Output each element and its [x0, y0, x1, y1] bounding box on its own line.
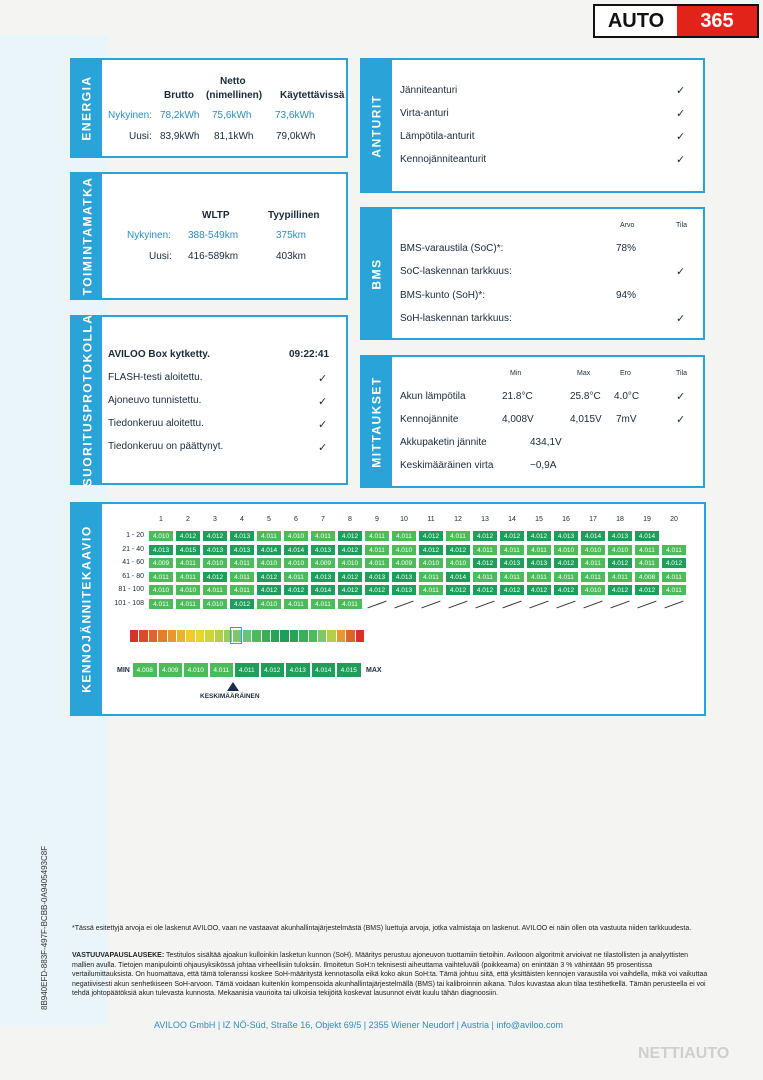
cell-voltage: 4.011 — [445, 530, 471, 542]
cell-voltage: 4.012 — [607, 557, 633, 569]
average-label: KESKIMÄÄRÄINEN — [200, 693, 260, 700]
row-label: 61 - 80 — [122, 572, 144, 580]
cell-voltage: 4.009 — [148, 557, 174, 569]
cell-voltage: 4.012 — [337, 544, 363, 556]
gradient-segment — [252, 630, 261, 642]
cell-voltage: 4.010 — [391, 544, 417, 556]
cell-voltage: 4.009 — [391, 557, 417, 569]
mitt-min: 21.8°C — [502, 391, 533, 402]
cell-voltage: 4.012 — [364, 584, 390, 596]
cell-voltage: 4.013 — [229, 544, 255, 556]
column-number: 11 — [427, 516, 435, 523]
gradient-segment — [309, 630, 318, 642]
bms-box — [360, 207, 705, 340]
cell-voltage: 4.010 — [607, 544, 633, 556]
auto365-logo — [593, 4, 759, 38]
column-number: 4 — [240, 516, 244, 523]
row-label: 81 - 100 — [118, 586, 144, 593]
mitt-min: 4,008V — [502, 414, 534, 425]
mittaukset-tab: MITTAUKSET — [362, 357, 392, 486]
side-code: 8B940EFD-883F-497F-BCBB-0A9405493C8F — [40, 845, 49, 1010]
header-netto-line2: (nimellinen) — [206, 90, 263, 101]
cell-voltage: 4.012 — [553, 557, 579, 569]
column-number: 13 — [481, 516, 489, 523]
check-icon: ✓ — [676, 313, 686, 325]
cell-voltage: 4.011 — [148, 598, 174, 610]
cell-voltage: 4.011 — [364, 530, 390, 542]
cell-voltage: 4.011 — [472, 544, 498, 556]
cell-voltage: 4.013 — [391, 571, 417, 583]
anturi-label: Kennojänniteanturit — [400, 154, 487, 165]
gradient-segment — [158, 630, 167, 642]
empty-cell-slash — [421, 600, 440, 608]
gradient-segment — [280, 630, 289, 642]
cell-voltage: 4.012 — [634, 584, 660, 596]
legend-value: 4.013 — [285, 662, 311, 678]
anturit-box — [360, 58, 705, 193]
column-number: 12 — [454, 516, 462, 523]
cell-voltage-grid — [72, 504, 704, 714]
column-number: 15 — [535, 516, 543, 523]
cell-voltage: 4.011 — [526, 571, 552, 583]
cell-voltage: 4.011 — [364, 544, 390, 556]
cell-voltage: 4.011 — [418, 571, 444, 583]
check-icon: ✓ — [676, 391, 686, 403]
cell-voltage: 4.009 — [310, 557, 336, 569]
empty-cell-slash — [664, 600, 683, 608]
header-tyypillinen: Tyypillinen — [268, 210, 320, 221]
bms-label: SoH-laskennan tarkkuus: — [400, 313, 512, 324]
energia-kayt-value: 73,6kWh — [275, 110, 315, 121]
legend-value: 4.015 — [336, 662, 362, 678]
cell-voltage: 4.012 — [202, 571, 228, 583]
cell-voltage: 4.010 — [256, 598, 282, 610]
cell-voltage: 4.012 — [202, 530, 228, 542]
gradient-segment — [337, 630, 346, 642]
cell-voltage: 4.010 — [256, 557, 282, 569]
cell-voltage: 4.012 — [256, 571, 282, 583]
gradient-segment — [177, 630, 186, 642]
row-label: 21 - 40 — [122, 545, 144, 553]
cell-voltage: 4.014 — [445, 571, 471, 583]
cell-voltage: 4.013 — [607, 530, 633, 542]
nettiauto-watermark: NETTIAUTO — [638, 1045, 730, 1062]
energia-brutto-value: 78,2kWh — [160, 110, 200, 121]
bms-label: SoC-laskennan tarkkuus: — [400, 266, 512, 277]
cell-voltage: 4.012 — [337, 571, 363, 583]
cell-voltage: 4.011 — [337, 598, 363, 610]
legend-value: 4.010 — [183, 662, 209, 678]
cell-voltage: 4.010 — [202, 557, 228, 569]
gradient-segment — [186, 630, 195, 642]
header-brutto: Brutto — [164, 90, 194, 101]
check-icon: ✓ — [676, 154, 686, 166]
cell-voltage: 4.012 — [229, 598, 255, 610]
gradient-segment — [168, 630, 177, 642]
cell-voltage: 4.011 — [256, 530, 282, 542]
column-number: 14 — [508, 516, 516, 523]
suoritus-item: Tiedonkeruu aloitettu. — [108, 418, 204, 429]
cell-voltage: 4.011 — [580, 557, 606, 569]
cell-voltage: 4.012 — [526, 584, 552, 596]
empty-cell-slash — [610, 600, 629, 608]
suoritus-item: Ajoneuvo tunnistettu. — [108, 395, 202, 406]
check-icon: ✓ — [318, 442, 328, 454]
cell-voltage: 4.012 — [472, 557, 498, 569]
column-number: 9 — [375, 516, 379, 523]
mitt-max: 4,015V — [570, 414, 602, 425]
column-number: 10 — [400, 516, 408, 523]
cell-voltage: 4.010 — [283, 530, 309, 542]
gradient-segment — [346, 630, 355, 642]
cell-voltage: 4.011 — [553, 571, 579, 583]
logo-number-text: 365 — [677, 6, 757, 36]
column-number: 20 — [670, 516, 678, 523]
cell-voltage: 4.011 — [229, 571, 255, 583]
cell-voltage: 4.012 — [553, 584, 579, 596]
gradient-segment — [215, 630, 224, 642]
empty-cell-slash — [448, 600, 467, 608]
range-typ-value: 375km — [276, 230, 307, 241]
cell-voltage: 4.010 — [418, 557, 444, 569]
mitt-label: Akkupaketin jännite — [400, 437, 487, 448]
row-label: 41 - 60 — [122, 559, 144, 566]
cell-voltage: 4.012 — [499, 584, 525, 596]
disclaimer — [72, 951, 708, 999]
mitt-min: −0,9A — [530, 460, 557, 471]
cell-voltage: 4.011 — [283, 571, 309, 583]
gradient-segment — [327, 630, 336, 642]
suoritus-header-label: AVILOO Box kytketty. — [108, 349, 210, 360]
column-number: 1 — [159, 516, 163, 523]
mitt-label: Keskimääräinen virta — [400, 460, 494, 471]
cell-voltage: 4.014 — [256, 544, 282, 556]
cell-voltage: 4.014 — [580, 530, 606, 542]
column-number: 6 — [294, 516, 298, 523]
cell-voltage: 4.011 — [418, 584, 444, 596]
cell-voltage: 4.013 — [364, 571, 390, 583]
empty-cell-slash — [394, 600, 413, 608]
legend-value: 4.012 — [260, 662, 286, 678]
cell-voltage: 4.012 — [472, 530, 498, 542]
gradient-highlight — [230, 627, 242, 644]
range-row-label: Nykyinen: — [127, 230, 171, 241]
cell-voltage: 4.010 — [202, 598, 228, 610]
cell-voltage: 4.011 — [472, 571, 498, 583]
suoritus-box — [70, 315, 348, 485]
cell-voltage: 4.011 — [175, 571, 201, 583]
check-icon: ✓ — [676, 85, 686, 97]
cell-voltage: 4.011 — [391, 530, 417, 542]
gradient-segment — [205, 630, 214, 642]
cell-voltage: 4.013 — [202, 544, 228, 556]
bms-label: BMS-kunto (SoH)*: — [400, 290, 486, 301]
mitt-label: Akun lämpötila — [400, 391, 466, 402]
empty-cell-slash — [475, 600, 494, 608]
column-number: 16 — [562, 516, 570, 523]
suoritus-tab: SUORITUSPROTOKOLLA — [72, 317, 102, 483]
cell-voltage: 4.010 — [148, 584, 174, 596]
mitt-header-min: Min — [510, 370, 522, 377]
gradient-segment — [149, 630, 158, 642]
check-icon: ✓ — [676, 131, 686, 143]
cell-voltage: 4.013 — [310, 544, 336, 556]
cell-voltage: 4.011 — [661, 544, 687, 556]
legend-value: 4.011 — [234, 662, 260, 678]
mitt-max: 25.8°C — [570, 391, 601, 402]
row-label: 101 - 108 — [114, 599, 144, 607]
cell-voltage: 4.011 — [229, 557, 255, 569]
mitt-header-ero: Ero — [620, 370, 631, 377]
cell-voltage: 4.010 — [580, 584, 606, 596]
check-icon: ✓ — [318, 396, 328, 408]
column-number: 2 — [186, 516, 190, 523]
energia-box — [70, 58, 348, 158]
column-number: 8 — [348, 516, 352, 523]
cell-voltage: 4.011 — [310, 598, 336, 610]
empty-cell-slash — [583, 600, 602, 608]
gradient-segment — [290, 630, 299, 642]
energia-brutto-value: 83,9kWh — [160, 131, 200, 142]
energia-kayt-value: 79,0kWh — [276, 131, 316, 142]
gradient-segment — [318, 630, 327, 642]
cell-voltage: 4.011 — [364, 557, 390, 569]
cell-voltage: 4.011 — [607, 571, 633, 583]
range-wltp-value: 416-589km — [188, 251, 239, 262]
cell-voltage: 4.011 — [202, 584, 228, 596]
footer-note: *Tässä esitettyjä arvoja ei ole laskenut AVILOO, vaan ne vastaavat akunhallintajärjestelmästä (BMS) luettuja arvoja, jotka valmistaja on laskenut. AVILOO ei näin ollen ota vastuuta niiden tarkkuudesta. — [72, 925, 692, 932]
legend-value: 4.014 — [311, 662, 337, 678]
mittaukset-box — [360, 355, 705, 488]
cell-voltage: 4.013 — [148, 544, 174, 556]
legend-values-row — [132, 662, 362, 678]
cell-voltage: 4.012 — [526, 530, 552, 542]
bms-value: 94% — [616, 290, 637, 301]
gradient-segment — [196, 630, 205, 642]
cell-voltage: 4.012 — [337, 584, 363, 596]
toimintamatka-tab: TOIMINTAMATKA — [72, 174, 102, 298]
legend-value: 4.008 — [132, 662, 158, 678]
gradient-segment — [139, 630, 148, 642]
cell-voltage: 4.012 — [283, 584, 309, 596]
cell-voltage: 4.011 — [661, 571, 687, 583]
cell-voltage: 4.012 — [418, 530, 444, 542]
logo-auto-text: AUTO — [595, 6, 677, 36]
toimintamatka-box — [70, 172, 348, 300]
row-label: 1 - 20 — [126, 532, 144, 539]
cell-voltage: 4.012 — [499, 530, 525, 542]
cell-voltage: 4.010 — [283, 557, 309, 569]
check-icon: ✓ — [676, 266, 686, 278]
cell-voltage: 4.011 — [499, 571, 525, 583]
column-number: 5 — [267, 516, 271, 523]
column-number: 19 — [643, 516, 651, 523]
anturi-label: Jänniteanturi — [400, 85, 458, 96]
cell-voltage: 4.013 — [526, 557, 552, 569]
cell-voltage: 4.012 — [445, 544, 471, 556]
energia-netto-value: 81,1kWh — [214, 131, 254, 142]
bms-value: 78% — [616, 243, 637, 254]
cell-voltage: 4.011 — [175, 557, 201, 569]
column-number: 7 — [321, 516, 325, 523]
suoritus-item: FLASH-testi aloitettu. — [108, 372, 203, 383]
bms-label: BMS-varaustila (SoC)*: — [400, 243, 504, 254]
column-number: 18 — [616, 516, 624, 523]
cell-voltage: 4.011 — [283, 598, 309, 610]
energia-netto-value: 75,6kWh — [212, 110, 252, 121]
kenno-box — [70, 502, 706, 716]
cell-voltage: 4.012 — [607, 584, 633, 596]
cell-voltage: 4.013 — [553, 530, 579, 542]
disclaimer-title: VASTUUVAPAUSLAUSEKE: — [72, 952, 165, 959]
cell-voltage: 4.012 — [175, 530, 201, 542]
cell-voltage: 4.010 — [175, 584, 201, 596]
footer-address: AVILOO GmbH | IZ NÖ-Süd, Straße 16, Objekt 69/5 | 2355 Wiener Neudorf | Austria | info@aviloo.com — [154, 1020, 563, 1030]
cell-voltage: 4.013 — [499, 557, 525, 569]
energia-row-label: Uusi: — [129, 131, 152, 142]
check-icon: ✓ — [318, 419, 328, 431]
column-number: 17 — [589, 516, 597, 523]
cell-voltage: 4.011 — [175, 598, 201, 610]
header-kaytettavissa: Käytettävissä — [280, 90, 345, 101]
cell-voltage: 4.012 — [256, 584, 282, 596]
cell-voltage: 4.012 — [337, 530, 363, 542]
cell-voltage: 4.011 — [526, 544, 552, 556]
suoritus-item: Tiedonkeruu on päättynyt. — [108, 441, 224, 452]
anturi-label: Virta-anturi — [400, 108, 449, 119]
cell-voltage: 4.011 — [229, 584, 255, 596]
legend-value: 4.009 — [158, 662, 184, 678]
cell-voltage: 4.011 — [634, 557, 660, 569]
cell-voltage: 4.012 — [418, 544, 444, 556]
cell-voltage: 4.010 — [337, 557, 363, 569]
cell-voltage: 4.011 — [634, 544, 660, 556]
bms-header-arvo: Arvo — [620, 222, 635, 229]
cell-voltage: 4.013 — [310, 571, 336, 583]
mitt-ero: 7mV — [616, 414, 637, 425]
cell-voltage: 4.015 — [175, 544, 201, 556]
cell-voltage: 4.014 — [310, 584, 336, 596]
empty-cell-slash — [529, 600, 548, 608]
cell-voltage: 4.014 — [283, 544, 309, 556]
gradient-segment — [356, 630, 365, 642]
gradient-segment — [243, 630, 252, 642]
disclaimer-body: Testitulos sisältää ajoakun kulloinkin lasketun kunnon (SoH). Määritys perustuu ajoneuvon tuottamiin tietoihin. Avilooon algoritmit arvioivat ne tilastollisten ja analyyttisten mallien avulla. Tietojen manipulointi ohjausyksikössä johtaa virheellisiin tuloksiin. Ilmoitetun SoH:n teknisesti aiheuttama vaihteluväli (poikkeama) on enintään 3 % vähintään 95 prosentissa vertailumittauksista. On huomattava, että tämä toleranssi koskee SoH-määritystä kennotasolla eikä koko akun SoH:ta. Tämä johtuu siitä, että yksittäisten kennojen varaustila voi vaihdella, mikä voi vaikuttaa negatiivisesti akun senhetkiseen SoH-arvoon. Tämä voidaan kuitenkin kompensoida akunhallintajärjestelmällä (BMS) tai kalibroinnin aikana. Tulos kuvastaa akun tilaa testihetkellä. Tämän perusteella ei voi tehdä johtopäätöksiä akun tulevasta kunnosta. Mekaanisia vaurioita tai ulkoisia tekijöitä koskevat lausunnot eivät kuulu tähän diagnoosiin. — [72, 952, 708, 997]
range-wltp-value: 388-549km — [188, 230, 239, 241]
column-number: 3 — [213, 516, 217, 523]
bms-tab: BMS — [362, 209, 392, 338]
cell-voltage: 4.014 — [634, 530, 660, 542]
energia-row-label: Nykyinen: — [108, 110, 152, 121]
range-row-label: Uusi: — [149, 251, 172, 262]
mitt-header-tila: Tila — [676, 370, 688, 377]
cell-voltage: 4.011 — [580, 571, 606, 583]
empty-cell-slash — [502, 600, 521, 608]
check-icon: ✓ — [676, 414, 686, 426]
anturit-tab: ANTURIT — [362, 60, 392, 191]
average-marker-icon — [227, 682, 239, 691]
check-icon: ✓ — [318, 373, 328, 385]
gradient-scale — [130, 630, 365, 642]
cell-voltage: 4.012 — [445, 584, 471, 596]
suoritus-header-time: 09:22:41 — [289, 349, 330, 360]
cell-voltage: 4.008 — [634, 571, 660, 583]
gradient-segment — [299, 630, 308, 642]
mitt-min: 434,1V — [530, 437, 562, 448]
cell-voltage: 4.010 — [445, 557, 471, 569]
cell-voltage: 4.010 — [148, 530, 174, 542]
legend-max-label: MAX — [366, 667, 382, 674]
cell-voltage: 4.012 — [472, 584, 498, 596]
cell-voltage: 4.010 — [553, 544, 579, 556]
anturi-label: Lämpötila-anturit — [400, 131, 475, 142]
cell-voltage: 4.011 — [661, 584, 687, 596]
cell-voltage: 4.013 — [229, 530, 255, 542]
cell-voltage: 4.011 — [310, 530, 336, 542]
empty-cell-slash — [367, 600, 386, 608]
legend-value: 4.011 — [209, 662, 235, 678]
empty-cell-slash — [556, 600, 575, 608]
legend-min-label: MIN — [117, 667, 130, 674]
cell-voltage: 4.011 — [148, 571, 174, 583]
cell-voltage: 4.010 — [580, 544, 606, 556]
range-typ-value: 403km — [276, 251, 307, 262]
check-icon: ✓ — [676, 108, 686, 120]
gradient-segment — [271, 630, 280, 642]
header-wltp: WLTP — [202, 210, 230, 221]
kenno-tab: KENNOJÄNNITEKAAVIO — [72, 504, 102, 714]
empty-cell-slash — [637, 600, 656, 608]
cell-voltage: 4.013 — [391, 584, 417, 596]
cell-voltage: 4.011 — [499, 544, 525, 556]
bms-header-tila: Tila — [676, 222, 688, 229]
gradient-segment — [262, 630, 271, 642]
cell-voltage: 4.012 — [661, 557, 687, 569]
header-netto-line1: Netto — [220, 76, 246, 87]
mitt-header-max: Max — [577, 370, 591, 377]
mitt-label: Kennojännite — [400, 414, 459, 425]
gradient-segment — [130, 630, 139, 642]
mitt-ero: 4.0°C — [614, 391, 640, 402]
energia-tab: ENERGIA — [72, 60, 102, 156]
